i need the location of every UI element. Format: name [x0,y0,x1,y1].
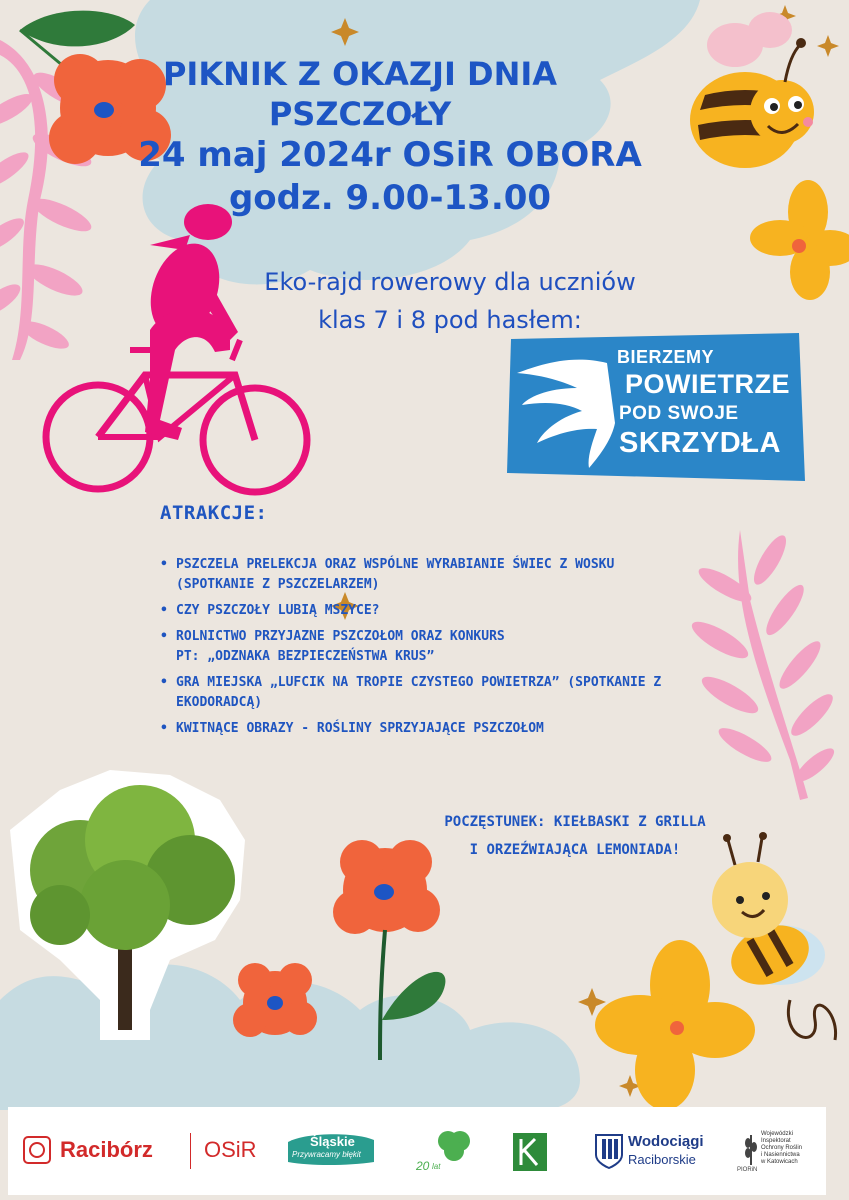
attraction-item-text: • ROLNICTWO PRZYJAZNE PSZCZOŁOM ORAZ KONKURS [176,629,505,644]
flower-icon [595,940,755,1110]
slogan-line-1: BIERZEMY [617,347,715,367]
raciborz-logo: Racibórz [60,1137,153,1162]
event-hours: godz. 9.00-13.00 [228,178,552,218]
title-line-1: PIKNIK Z OKAZJI DNIA [162,55,558,93]
slogan-line-2: POWIETRZE [625,369,790,399]
attraction-item [160,627,780,667]
attraction-item [160,601,780,621]
cyclist-icon [46,340,307,492]
attraction-item [160,673,780,713]
krus-logo-icon [513,1133,547,1171]
piorin-logo-text [761,1131,821,1166]
logo-divider [190,1133,191,1169]
attraction-item-text: • CZY PSZCZOŁY LUBIĄ MSZYCE? [176,603,380,618]
attraction-item-text: EKODORADCĄ) [176,695,263,710]
osir-logo: OSiR [204,1137,257,1162]
sponsor-logo-bar [8,1107,826,1195]
bee-icon [690,12,814,168]
attraction-item-text: (SPOTKANIE Z PSZCZELARZEM) [176,577,380,592]
piorin-line-2: Inspektorat [761,1138,791,1144]
attraction-item-text: • PSZCZELA PRELEKCJA ORAZ WSPÓLNE WYRABIANIE ŚWIEC Z WOSKU [176,557,615,572]
refreshments-line-2: I ORZEŹWIAJĄCA LEMONIADA! [469,842,681,858]
title-line-2: PSZCZOŁY [268,95,452,133]
piorin-wheat-icon [744,1133,758,1167]
raciborz-crest-icon [22,1135,52,1165]
piorin-label: PIORiN [737,1167,758,1173]
attraction-item [160,555,780,595]
slogan-line-4: SKRZYDŁA [619,427,781,459]
slaskie-logo-text: Śląskie [310,1134,355,1149]
piorin-line-5: w Katowicach [761,1159,798,1165]
refreshments-line-1: POCZĘSTUNEK: KIEŁBASKI Z GRILLA [444,814,706,830]
flower-icon [233,963,317,1037]
slogan-line-3: POD SWOJE [619,403,739,424]
piorin-line-3: Ochrony Roślin [761,1145,803,1151]
wodociagi-logo: Wodociągi [628,1133,704,1150]
rally-line-1: Eko-rajd rowerowy dla uczniów [264,268,636,296]
piorin-line-4: i Nasiennictwa [761,1152,800,1158]
slaskie-logo [286,1132,376,1166]
slaskie-logo-tagline: Przywracamy błękit [292,1150,361,1159]
anniversary-label: lat [432,1162,441,1171]
leaf-icon [20,11,135,47]
attractions-heading: ATRAKCJE: [160,502,268,524]
attraction-item-text: PT: „ODZNAKA BEZPIECZEŃSTWA KRUS” [176,649,435,664]
anniversary-number: 20 [416,1159,430,1173]
slogan-banner [507,333,805,483]
wodociagi-logo-sub: Raciborskie [628,1152,696,1167]
flower-icon [750,180,849,300]
rally-line-2: klas 7 i 8 pod hasłem: [318,306,582,334]
attraction-item-text: • GRA MIEJSKA „LUFCIK NA TROPIE CZYSTEGO POWIETRZA” (SPOTKANIE Z [176,675,662,690]
attraction-item-text: • KWITNĄCE OBRAZY - ROŚLINY SPRZYJAJĄCE PSZCZOŁOM [176,721,544,736]
wodociagi-tower-icon [594,1131,624,1169]
clover-icon [434,1127,474,1161]
event-date: 24 maj 2024r OSiR OBORA [138,135,642,175]
attractions-list [160,555,780,745]
attraction-item [160,719,780,739]
piorin-line-1: Wojewódzki [761,1131,793,1137]
